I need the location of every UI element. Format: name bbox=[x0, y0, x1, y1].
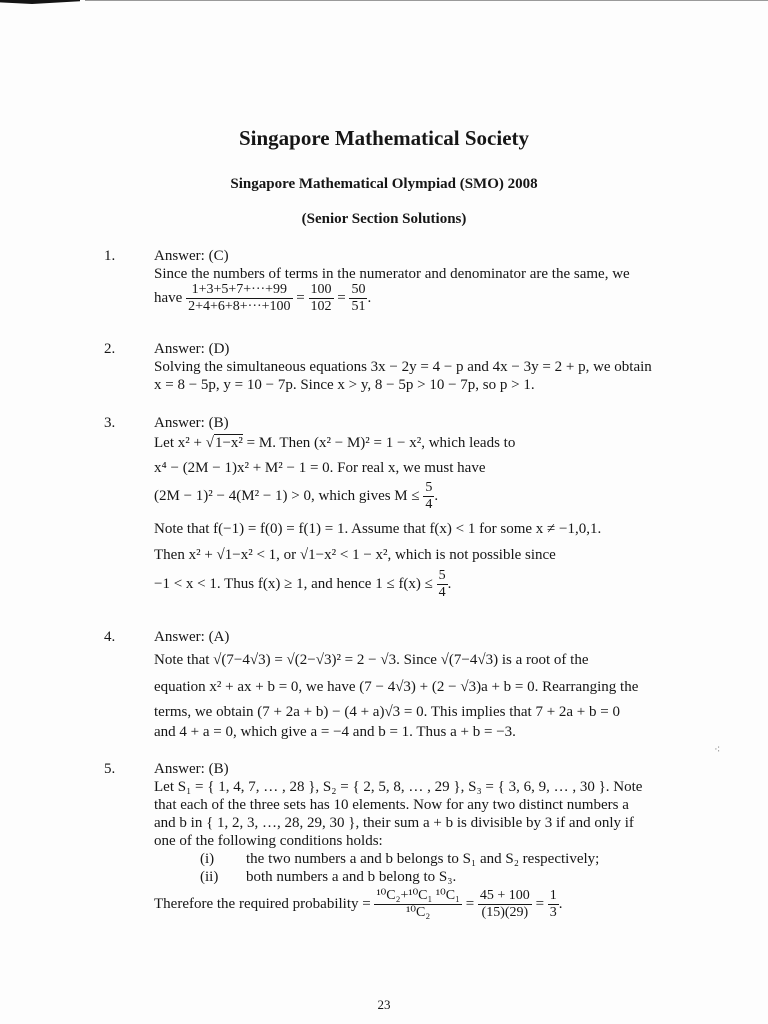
section-title: (Senior Section Solutions) bbox=[301, 211, 467, 227]
answer-label: Answer: (A) bbox=[154, 629, 230, 645]
solution-text: one of the following conditions holds: bbox=[154, 833, 383, 849]
solution-text: Let S₁ = { 1, 4, 7, … , 28 }, S₂ = { 2, 5, 8, … , 29 }, S₃ = { 3, 6, 9, … , 30 }. Note bbox=[154, 779, 643, 795]
solution-text: and b in { 1, 2, 3, …, 28, 29, 30 }, their sum a + b is divisible by 3 if and only if bbox=[154, 815, 634, 831]
solution-text: Therefore the required probability = bbox=[154, 895, 371, 912]
numerator: ¹⁰C₂+¹⁰C₁ ¹⁰C₁ bbox=[376, 888, 460, 903]
fraction bbox=[437, 568, 448, 601]
solution-equation: −1 < x < 1. Thus f(x) ≥ 1, and hence 1 ≤ f(x) ≤ $\frac{5}{4}$ . bbox=[154, 568, 452, 600]
solution-text: x = 8 − 5p, y = 10 − 7p. Since x > y, 8 − 5p > 10 − 7p, so p > 1. bbox=[154, 377, 535, 393]
denominator: 4 bbox=[438, 585, 446, 600]
fraction bbox=[423, 480, 434, 513]
equals-sign: = bbox=[535, 895, 545, 912]
equals-sign: = bbox=[296, 289, 305, 306]
condition-label: (ii) bbox=[200, 869, 219, 885]
numerator: 50 bbox=[351, 282, 366, 297]
sqrt-sign: √ bbox=[205, 435, 214, 451]
fraction bbox=[374, 888, 461, 921]
answer-label: Answer: (D) bbox=[154, 341, 230, 357]
numerator: 45 + 100 bbox=[479, 888, 530, 903]
answer-label: Answer: (B) bbox=[154, 761, 229, 777]
denominator: 4 bbox=[425, 497, 433, 512]
fraction bbox=[478, 888, 532, 921]
denominator: 3 bbox=[549, 905, 557, 920]
solution-text: Note that √(7−4√3) = √(2−√3)² = 2 − √3. Since √(7−4√3) is a root of the bbox=[154, 652, 589, 668]
society-title: Singapore Mathematical Society bbox=[238, 126, 530, 150]
solution-text: Then x² + √1−x² < 1, or √1−x² < 1 − x², which is not possible since bbox=[154, 547, 556, 563]
answer-label: Answer: (B) bbox=[154, 415, 229, 431]
solution-equation bbox=[154, 434, 515, 452]
numerator: 5 bbox=[438, 568, 446, 583]
scan-edge-line bbox=[85, 0, 768, 1]
page-number: 23 bbox=[377, 997, 391, 1012]
fraction bbox=[548, 888, 559, 921]
scan-speck: ⁖ bbox=[714, 744, 721, 756]
solution-text: x⁴ − (2M − 1)x² + M² − 1 = 0. For real x, we must have bbox=[154, 460, 486, 476]
solution-text: and 4 + a = 0, which give a = −4 and b = 1. Thus a + b = −3. bbox=[154, 724, 516, 740]
solution-text: Note that f(−1) = f(0) = f(1) = 1. Assume that f(x) < 1 for some x ≠ −1,0,1. bbox=[154, 521, 602, 537]
denominator: ¹⁰C₂ bbox=[406, 905, 431, 920]
numerator: 1 bbox=[549, 888, 557, 903]
numerator: 1+3+5+7+···+99 bbox=[186, 282, 292, 299]
solution-text: terms, we obtain (7 + 2a + b) − (4 + a)√3 = 0. This implies that 7 + 2a + b = 0 bbox=[154, 704, 620, 720]
solution-text: −1 < x < 1. Thus f(x) ≥ 1, and hence 1 ≤ f(x) ≤ bbox=[154, 575, 433, 592]
condition-text: both numbers a and b belong to S₃. bbox=[246, 869, 457, 885]
solution-text: that each of the three sets has 10 elements. Now for any two distinct numbers a bbox=[154, 797, 629, 813]
solution-text: Let x² + bbox=[154, 435, 206, 451]
olympiad-title: Singapore Mathematical Olympiad (SMO) 2008 bbox=[230, 176, 538, 192]
solution-text: have bbox=[154, 289, 183, 306]
denominator: 51 bbox=[351, 299, 366, 314]
solution-equation: have $\frac{1+3+5+7+\cdot\cdot\cdot+99}{2+4+6+8+\cdot\cdot\cdot+100}$ = $\frac{100}{102}$ = $\frac{50}{51}$ . bbox=[154, 282, 372, 314]
denominator: 2+4+6+8+···+100 bbox=[188, 299, 291, 314]
solution-equation: (2M − 1)² − 4(M² − 1) > 0, which gives M ≤ $\frac{5}{4}$ . bbox=[154, 480, 439, 512]
answer-label: Answer: (C) bbox=[154, 248, 229, 264]
solution-equation: Therefore the required probability = $\frac{\text{¹⁰C₂+¹⁰C₁ ¹⁰C₁}}{\text{¹⁰C₂}}$ = $\frac{45 + 100}{(15)(29)}$ = $\frac{1}{3}$ . bbox=[154, 888, 563, 920]
condition-text: the two numbers a and b belongs to S₁ and S₂ respectively; bbox=[246, 851, 600, 867]
equals-sign: = bbox=[465, 895, 475, 912]
solution-text: Solving the simultaneous equations 3x − 2y = 4 − p and 4x − 3y = 2 + p, we obtain bbox=[154, 359, 652, 375]
denominator: (15)(29) bbox=[481, 905, 529, 920]
problem-number: 3. bbox=[104, 415, 116, 431]
problem-number: 5. bbox=[104, 761, 116, 777]
problem-number: 1. bbox=[104, 248, 116, 264]
denominator: 102 bbox=[310, 299, 332, 314]
fraction bbox=[349, 282, 367, 315]
problem-number: 2. bbox=[104, 341, 116, 357]
numerator: 100 bbox=[310, 282, 332, 297]
solution-text: (2M − 1)² − 4(M² − 1) > 0, which gives M ≤ bbox=[154, 487, 420, 504]
problem-number: 4. bbox=[104, 629, 116, 645]
equals-sign: = bbox=[337, 289, 346, 306]
radicand: 1−x² bbox=[214, 435, 243, 451]
condition-label: (i) bbox=[200, 851, 215, 867]
numerator: 5 bbox=[425, 480, 433, 495]
scan-artifact bbox=[0, 0, 80, 4]
solution-text: Since the numbers of terms in the numerator and denominator are the same, we bbox=[154, 266, 630, 282]
solution-text: equation x² + ax + b = 0, we have (7 − 4√3) + (2 − √3)a + b = 0. Rearranging the bbox=[154, 679, 639, 695]
solution-text: = M. Then (x² − M)² = 1 − x², which leads to bbox=[242, 435, 516, 451]
fraction bbox=[186, 282, 292, 315]
fraction bbox=[309, 282, 334, 315]
